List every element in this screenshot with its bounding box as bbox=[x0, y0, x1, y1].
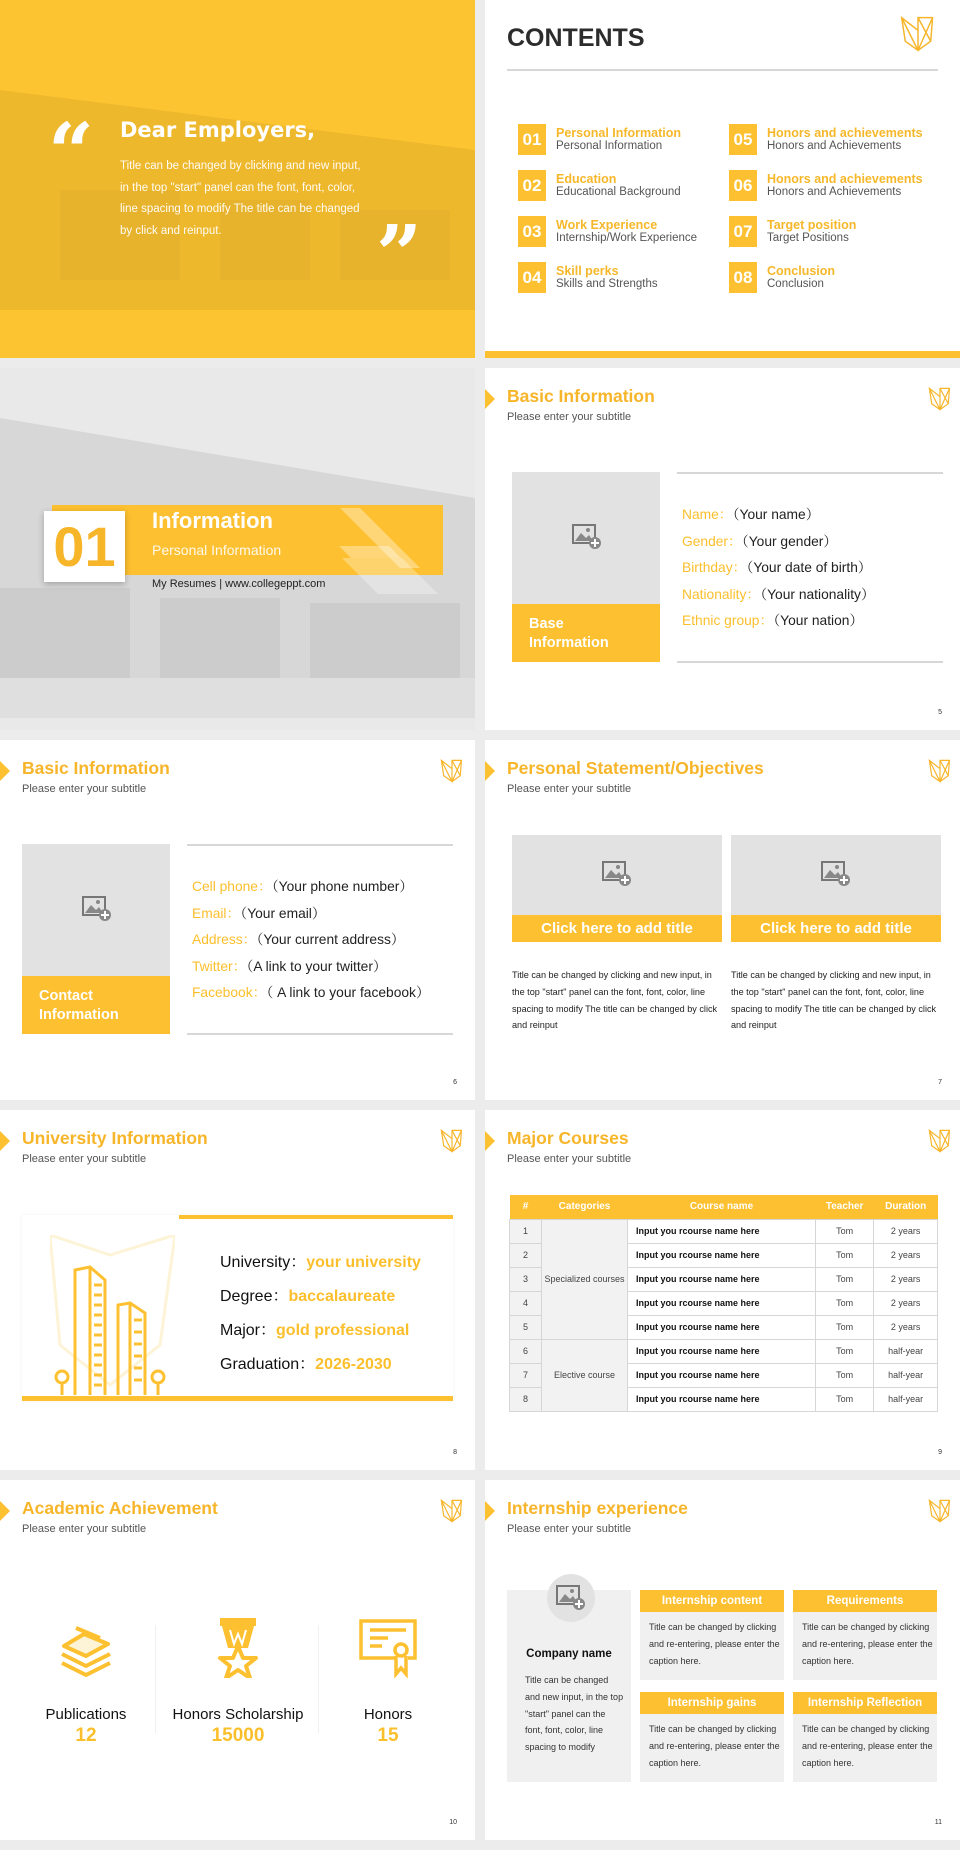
toc-subtitle: Skills and Strengths bbox=[556, 278, 658, 290]
page-number: 5 bbox=[938, 709, 942, 716]
slide-section-divider bbox=[0, 368, 475, 730]
slide-basic-information bbox=[485, 368, 960, 730]
toc-number: 07 bbox=[729, 216, 757, 247]
col-header: # bbox=[510, 1195, 542, 1219]
header-arrow-icon bbox=[485, 1501, 495, 1521]
toc-item-08[interactable] bbox=[729, 262, 940, 293]
slide-title: Basic Information bbox=[507, 386, 655, 406]
row-index: 3 bbox=[510, 1267, 542, 1291]
contents-title: CONTENTS bbox=[507, 24, 645, 52]
achievement-scholarship bbox=[163, 1618, 313, 1747]
slide-personal-statement bbox=[485, 740, 960, 1100]
teacher-cell[interactable]: Tom bbox=[816, 1339, 874, 1363]
row-index: 5 bbox=[510, 1315, 542, 1339]
books-icon bbox=[56, 1618, 116, 1678]
shield-logo-icon bbox=[928, 758, 952, 784]
row-index: 7 bbox=[510, 1363, 542, 1387]
toc-title: Honors and achievements bbox=[767, 172, 923, 186]
toc-number: 05 bbox=[729, 124, 757, 155]
slide-contents bbox=[485, 0, 960, 358]
page-number: 6 bbox=[453, 1079, 457, 1086]
header-arrow-icon bbox=[0, 1501, 10, 1521]
row-index: 6 bbox=[510, 1339, 542, 1363]
slide-subtitle: Please enter your subtitle bbox=[507, 1153, 632, 1165]
field-major: Major：gold professional bbox=[220, 1322, 410, 1339]
divider bbox=[677, 472, 943, 474]
card-title[interactable]: Internship Reflection bbox=[793, 1692, 937, 1714]
slide-title: Internship experience bbox=[507, 1498, 688, 1518]
field-nationality: Nationality：（Your nationality） bbox=[682, 586, 875, 602]
achievement-label: Honors bbox=[363, 1706, 413, 1723]
course-name-cell[interactable]: Input you rcourse name here bbox=[628, 1243, 816, 1267]
toc-number: 03 bbox=[518, 216, 546, 247]
slide-contact-information bbox=[0, 740, 475, 1100]
field-ethnic-group: Ethnic group：（Your nation） bbox=[682, 613, 864, 628]
image-placeholder[interactable] bbox=[731, 835, 941, 915]
card-caption-line1: Contact bbox=[39, 988, 93, 1004]
table-header-row bbox=[510, 1195, 938, 1219]
course-name-cell[interactable]: Input you rcourse name here bbox=[628, 1363, 816, 1387]
toc-title: Personal Information bbox=[556, 126, 682, 140]
shield-logo-icon bbox=[440, 758, 464, 784]
toc-number: 02 bbox=[518, 170, 546, 201]
decorative-stripe bbox=[339, 546, 401, 558]
page-number: 11 bbox=[934, 1819, 942, 1826]
quote-open-icon: “ bbox=[48, 105, 95, 199]
toc-subtitle: Personal Information bbox=[556, 140, 663, 152]
achievement-value: 15 bbox=[377, 1725, 399, 1746]
category-cell: Elective course bbox=[542, 1339, 628, 1411]
toc-item-07[interactable] bbox=[729, 216, 940, 247]
section-title: Information bbox=[152, 508, 273, 533]
duration-cell[interactable]: half-year bbox=[874, 1339, 938, 1363]
col-header: Duration bbox=[874, 1195, 938, 1219]
field-address: Address：（Your current address） bbox=[192, 932, 405, 947]
toc-subtitle: Internship/Work Experience bbox=[556, 232, 698, 244]
field-birthday: Birthday：（Your date of birth） bbox=[682, 560, 872, 575]
row-index: 4 bbox=[510, 1291, 542, 1315]
greeting-heading: Dear Employers, bbox=[120, 118, 316, 142]
achievement-value: 12 bbox=[75, 1725, 97, 1746]
field-gender: Gender：（Your gender） bbox=[682, 533, 838, 549]
teacher-cell[interactable]: Tom bbox=[816, 1243, 874, 1267]
card-title[interactable]: Internship content bbox=[640, 1590, 784, 1612]
card-caption-line2: Information bbox=[529, 635, 609, 651]
add-image-icon bbox=[821, 861, 851, 887]
card-text: Title can be changed by clicking and re-entering, please enter the caption here. bbox=[802, 1724, 933, 1768]
toc-subtitle: Educational Background bbox=[556, 186, 681, 198]
course-name-cell[interactable]: Input you rcourse name here bbox=[628, 1387, 816, 1411]
slide-academic-achievement bbox=[0, 1480, 475, 1840]
basic-info-fields bbox=[682, 502, 875, 635]
toc-item-06[interactable] bbox=[729, 170, 940, 201]
field-graduation: Graduation：2026-2030 bbox=[220, 1356, 392, 1373]
toc-title: Education bbox=[556, 172, 617, 186]
table-row bbox=[510, 1219, 938, 1243]
field-twitter: Twitter：（A link to your twitter） bbox=[192, 958, 387, 974]
duration-cell[interactable]: 2 years bbox=[874, 1267, 938, 1291]
duration-cell[interactable]: 2 years bbox=[874, 1243, 938, 1267]
category-cell: Specialized courses bbox=[542, 1219, 628, 1339]
teacher-cell[interactable]: Tom bbox=[816, 1363, 874, 1387]
toc-subtitle: Honors and Achievements bbox=[767, 186, 902, 198]
divider bbox=[677, 661, 943, 663]
duration-cell[interactable]: 2 years bbox=[874, 1219, 938, 1243]
university-fields bbox=[220, 1246, 421, 1382]
toc-subtitle: Conclusion bbox=[767, 278, 824, 290]
row-index: 1 bbox=[510, 1219, 542, 1243]
add-image-icon bbox=[602, 861, 632, 887]
section-site-caption: My Resumes | www.collegeppt.com bbox=[152, 578, 326, 590]
field-name: Name：（Your name） bbox=[682, 507, 820, 522]
slide-subtitle: Please enter your subtitle bbox=[22, 783, 147, 795]
divider bbox=[187, 844, 453, 846]
internship-card-reflection bbox=[793, 1692, 937, 1782]
course-name-cell[interactable]: Input you rcourse name here bbox=[628, 1267, 816, 1291]
col-header: Categories bbox=[542, 1195, 628, 1219]
page-number: 10 bbox=[449, 1819, 457, 1826]
shield-logo-icon bbox=[899, 14, 937, 54]
toc-number: 04 bbox=[518, 262, 546, 293]
toc-title: Work Experience bbox=[556, 218, 658, 232]
col-header: Course name bbox=[628, 1195, 816, 1219]
toc-item-05[interactable] bbox=[729, 124, 940, 155]
toc-number: 08 bbox=[729, 262, 757, 293]
accent-line bbox=[22, 1396, 453, 1401]
slide-subtitle: Please enter your subtitle bbox=[22, 1153, 147, 1165]
toc-number: 01 bbox=[518, 124, 546, 155]
accent-bar bbox=[485, 351, 960, 358]
card-title[interactable]: Internship gains bbox=[640, 1692, 784, 1714]
slide-title: Basic Information bbox=[22, 758, 170, 778]
slide-dear-employers bbox=[0, 0, 475, 358]
slide-title: Personal Statement/Objectives bbox=[507, 758, 764, 778]
building-illustration-icon bbox=[50, 1235, 175, 1400]
slide-subtitle: Please enter your subtitle bbox=[507, 783, 632, 795]
card-title[interactable]: Requirements bbox=[793, 1590, 937, 1612]
field-cell-phone: Cell phone：（Your phone number） bbox=[192, 879, 414, 894]
accent-line bbox=[179, 1215, 453, 1219]
teacher-cell[interactable]: Tom bbox=[816, 1387, 874, 1411]
photo-placeholder[interactable] bbox=[22, 844, 170, 1034]
header-arrow-icon bbox=[485, 1131, 495, 1151]
toc-item-03[interactable] bbox=[518, 216, 729, 247]
add-title-bar[interactable]: Click here to add title bbox=[731, 915, 941, 942]
slide-subtitle: Please enter your subtitle bbox=[507, 1523, 632, 1535]
internship-card-content bbox=[640, 1590, 784, 1680]
duration-cell[interactable]: half-year bbox=[874, 1363, 938, 1387]
card-caption-line1: Base bbox=[529, 616, 564, 632]
internship-card-gains bbox=[640, 1692, 784, 1782]
slide-internship-experience bbox=[485, 1480, 960, 1840]
achievement-honors bbox=[313, 1618, 463, 1747]
shield-logo-icon bbox=[928, 386, 952, 412]
header-arrow-icon bbox=[0, 761, 10, 781]
header-arrow-icon bbox=[485, 761, 495, 781]
teacher-cell[interactable]: Tom bbox=[816, 1219, 874, 1243]
page-number: 9 bbox=[938, 1449, 942, 1456]
add-title-bar[interactable]: Click here to add title bbox=[512, 915, 722, 942]
slide-title: University Information bbox=[22, 1128, 208, 1148]
row-index: 2 bbox=[510, 1243, 542, 1267]
divider bbox=[507, 69, 938, 71]
duration-cell[interactable]: 2 years bbox=[874, 1291, 938, 1315]
quote-close-icon: ” bbox=[376, 207, 423, 301]
toc-item-02[interactable] bbox=[518, 170, 729, 201]
company-description: Title can be changed and new input, in the top "start" panel can the font, font, color, line spacing to modify bbox=[525, 1675, 624, 1753]
course-name-cell[interactable]: Input you rcourse name here bbox=[628, 1219, 816, 1243]
achievement-label: Publications bbox=[45, 1706, 127, 1723]
divider bbox=[155, 1625, 156, 1733]
course-name-cell[interactable]: Input you rcourse name here bbox=[628, 1339, 816, 1363]
slide-university-information bbox=[0, 1110, 475, 1470]
course-name-cell[interactable]: Input you rcourse name here bbox=[628, 1315, 816, 1339]
duration-cell[interactable]: 2 years bbox=[874, 1315, 938, 1339]
achievement-publications bbox=[11, 1618, 161, 1747]
achievement-label: Honors Scholarship bbox=[172, 1706, 304, 1723]
add-image-icon bbox=[572, 524, 602, 550]
toc-title: Honors and achievements bbox=[767, 126, 923, 140]
achievement-value: 15000 bbox=[211, 1725, 265, 1746]
statement-text: Title can be changed by clicking and new input, in the top "start" panel can the font, font, color, line spacing to modify The title can be changed by click and reinput bbox=[731, 970, 937, 1031]
image-placeholder[interactable] bbox=[512, 835, 722, 915]
slide-subtitle: Please enter your subtitle bbox=[22, 1523, 147, 1535]
card-text: Title can be changed by clicking and re-entering, please enter the caption here. bbox=[802, 1622, 933, 1666]
field-degree: Degree：baccalaureate bbox=[220, 1288, 396, 1305]
toc-item-01[interactable] bbox=[518, 124, 729, 155]
toc-item-04[interactable] bbox=[518, 262, 729, 293]
toc-list bbox=[518, 124, 948, 293]
header-arrow-icon bbox=[0, 1131, 10, 1151]
teacher-cell[interactable]: Tom bbox=[816, 1291, 874, 1315]
course-name-cell[interactable]: Input you rcourse name here bbox=[628, 1291, 816, 1315]
slide-subtitle: Please enter your subtitle bbox=[507, 411, 632, 423]
company-name[interactable]: Company name bbox=[526, 1648, 612, 1660]
teacher-cell[interactable]: Tom bbox=[816, 1315, 874, 1339]
card-text: Title can be changed by clicking and re-entering, please enter the caption here. bbox=[649, 1622, 780, 1666]
contact-info-fields bbox=[192, 874, 430, 1007]
toc-title: Target position bbox=[767, 218, 857, 232]
section-subtitle: Personal Information bbox=[152, 542, 282, 558]
toc-title: Conclusion bbox=[767, 264, 836, 278]
shield-logo-icon bbox=[440, 1498, 464, 1524]
add-image-icon bbox=[82, 896, 112, 922]
slide-title: Major Courses bbox=[507, 1128, 629, 1148]
toc-subtitle: Honors and Achievements bbox=[767, 140, 902, 152]
statement-text: Title can be changed by clicking and new input, in the top "start" panel can the font, font, color, line spacing to modify The title can be changed by click and reinput bbox=[512, 970, 718, 1031]
shield-logo-icon bbox=[440, 1128, 464, 1154]
card-caption bbox=[512, 604, 660, 662]
header-arrow-icon bbox=[485, 389, 495, 409]
duration-cell[interactable]: half-year bbox=[874, 1387, 938, 1411]
medal-icon bbox=[208, 1618, 268, 1678]
slide-title: Academic Achievement bbox=[22, 1498, 218, 1518]
slide-major-courses bbox=[485, 1110, 960, 1470]
page-number: 8 bbox=[453, 1449, 457, 1456]
page-number: 7 bbox=[938, 1079, 942, 1086]
toc-title: Skill perks bbox=[556, 264, 619, 278]
divider bbox=[187, 1033, 453, 1035]
internship-card-requirements bbox=[793, 1590, 937, 1680]
photo-placeholder[interactable] bbox=[512, 472, 660, 662]
card-text: Title can be changed by clicking and re-entering, please enter the caption here. bbox=[649, 1724, 780, 1768]
teacher-cell[interactable]: Tom bbox=[816, 1267, 874, 1291]
shield-logo-icon bbox=[928, 1498, 952, 1524]
greeting-body: Title can be changed by clicking and new input, in the top "start" panel can the font, font, color, line spacing to modify The title can be changed by click and reinput. bbox=[120, 160, 361, 237]
toc-subtitle: Target Positions bbox=[767, 232, 849, 244]
card-caption bbox=[22, 976, 170, 1034]
row-index: 8 bbox=[510, 1387, 542, 1411]
toc-number: 06 bbox=[729, 170, 757, 201]
add-image-icon bbox=[556, 1585, 586, 1611]
field-email: Email：（Your email） bbox=[192, 905, 326, 921]
company-logo-placeholder[interactable] bbox=[547, 1574, 595, 1622]
section-number: 01 bbox=[44, 511, 125, 582]
card-caption-line2: Information bbox=[39, 1007, 119, 1023]
courses-table bbox=[509, 1195, 938, 1412]
field-facebook: Facebook：（ A link to your facebook） bbox=[192, 985, 430, 1000]
shield-logo-icon bbox=[928, 1128, 952, 1154]
col-header: Teacher bbox=[816, 1195, 874, 1219]
table-row bbox=[510, 1339, 938, 1363]
certificate-icon bbox=[358, 1618, 418, 1678]
field-university: University：your university bbox=[220, 1254, 421, 1271]
